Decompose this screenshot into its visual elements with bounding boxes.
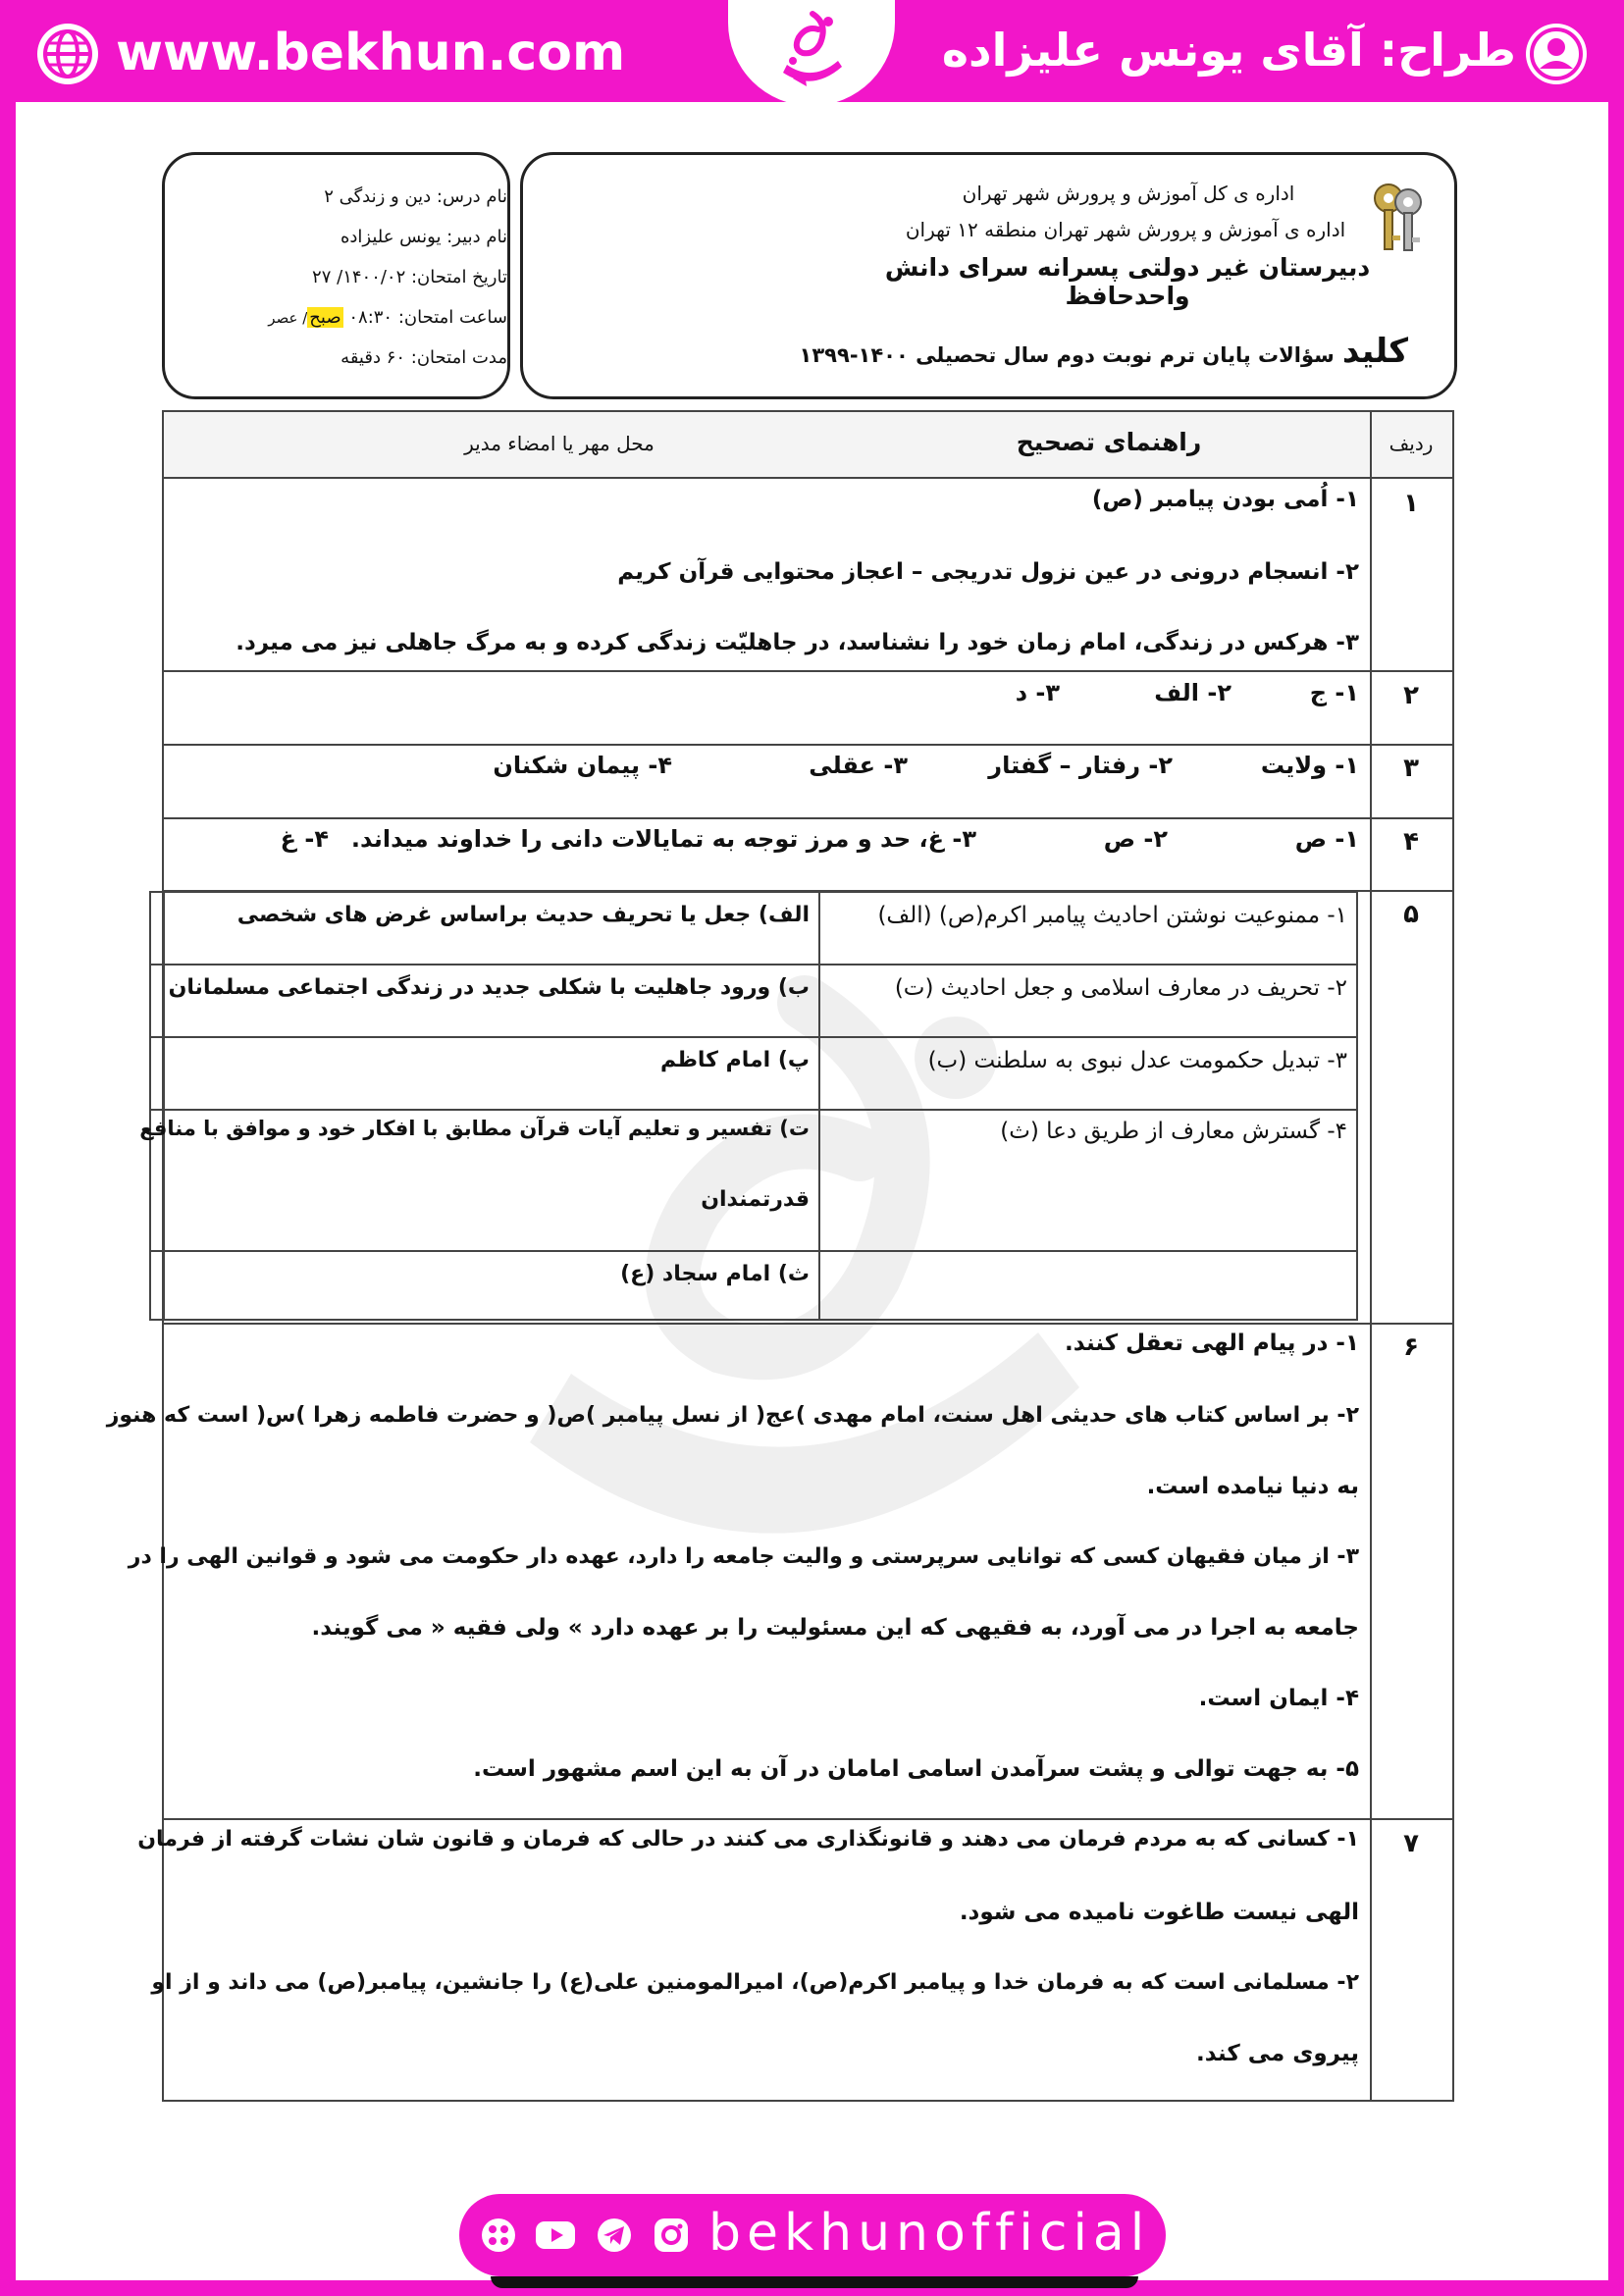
user-icon (1522, 20, 1591, 88)
q6-line-4: ۳- از میان فقیهان کسی که توانایی سرپرستی و والیت جامعه را دارد، عهده دار حکومت می شود و قوانین الهی را در (128, 1544, 1359, 1569)
org-line-1: اداره ی کل آموزش و پرورش شهر تهران (962, 182, 1295, 205)
q7-line-1: ۱- کسانی که به مردم فرمان می دهند و قانونگذاری می کنند در حالی که فرمان و قانون شان نشات گرفته از فرمان (137, 1827, 1359, 1852)
row-number-7: ۷ (1403, 1829, 1419, 1858)
answer-key-label: کلید (1341, 332, 1408, 371)
q4-answer-1: ۱- ص (1294, 825, 1359, 853)
footer-shadow (491, 2276, 1138, 2288)
q5-right-2: ۲- تحریف در معارف اسلامی و جعل احادیث (ت) (894, 975, 1347, 1001)
exam-duration-label: مدت امتحان: ۶۰ دقیقه (341, 347, 507, 368)
q6-line-2: ۲- بر اساس کتاب های حدیثی اهل سنت، امام مهدی )عج( از نسل پیامبر )ص( و حضرت فاطمه زهرا )س( است که هنوز (106, 1403, 1359, 1428)
row-number-3: ۳ (1403, 754, 1419, 783)
time-evening: / عصر (268, 309, 308, 327)
matching-row-divider (149, 964, 1358, 965)
social-handle[interactable]: bekhunofficial (708, 2204, 1151, 2263)
q1-answer-1: ۱- اُمی بودن پیامبر (ص) (1091, 487, 1359, 512)
row-number-2: ۲ (1403, 681, 1419, 710)
q5-left-2: ب) ورود جاهلیت با شکلی جدید در زندگی اجتماعی مسلمانان (168, 975, 810, 1000)
exam-title (800, 332, 1408, 371)
time-morning-highlight: صبح (309, 307, 341, 328)
row-number-5: ۵ (1403, 900, 1419, 929)
row-divider (162, 1818, 1454, 1820)
matching-col-divider (818, 891, 820, 1321)
exam-time: ساعت امتحان: ۰۸:۳۰ (348, 307, 507, 328)
q6-line-6: ۴- ایمان است. (1198, 1686, 1359, 1711)
exam-title-text: سؤالات پایان ترم نوبت دوم سال تحصیلی ۱۴۰۰-۱۳۹۹ (799, 343, 1335, 367)
matching-table (149, 891, 1358, 1321)
q1-answer-2: ۲- انسجام درونی در عین نزول تدریجی – اعجاز محتوایی قرآن کریم (617, 559, 1359, 585)
q2-answer-3: ۳- د (1015, 679, 1060, 706)
row-divider (162, 817, 1454, 819)
exam-details-box (162, 152, 510, 399)
q6-line-1: ۱- در پیام الهی تعقل کنند. (1064, 1331, 1359, 1356)
exam-date-label: تاریخ امتحان: ۱۴۰۰/۰۲/ ۲۷ (312, 267, 507, 287)
q3-answer-1: ۱- ولایت (1260, 752, 1359, 779)
q5-left-4-cont: قدرتمندان (701, 1187, 810, 1212)
header-row-num: ردیف (1388, 432, 1434, 455)
teacher-label: نام دبیر: یونس علیزاده (340, 227, 507, 247)
row-number-6: ۶ (1403, 1332, 1419, 1362)
q7-line-2: الهی نیست طاغوت نامیده می شود. (959, 1900, 1359, 1925)
q6-line-5: جامعه به اجرا در می آورد، به فقیهی که این مسئولیت را بر عهده دارد » ولی فقیه « می گویند. (311, 1615, 1359, 1641)
matching-row-divider (149, 1036, 1358, 1038)
telegram-icon[interactable] (593, 2216, 636, 2255)
q5-left-4: ت) تفسیر و تعلیم آیات قرآن مطابق با افکار خود و موافق با منافع (139, 1117, 810, 1140)
row-divider (162, 744, 1454, 746)
q5-left-5: ث) امام سجاد (ع) (620, 1262, 810, 1286)
globe-icon (33, 20, 102, 88)
q4-answer-3: ۳- غ، حد و مرز توجه به تمایالات دانی را خداوند میداند. (350, 825, 976, 853)
exam-time-label (179, 307, 507, 328)
q4-answer-2: ۲- ص (1103, 825, 1168, 853)
q7-line-4: پیروی می کند. (1195, 2041, 1359, 2066)
q5-right-4: ۴- گسترش معارف از طریق دعا (ث) (1000, 1119, 1347, 1144)
q3-answer-4: ۴- پیمان شکنان (493, 752, 672, 779)
header-guide: راهنمای تصحیح (1016, 428, 1202, 456)
q5-left-1: الف) جعل یا تحریف حدیث براساس غرض های شخصی (236, 903, 810, 927)
matching-row-divider (149, 1109, 1358, 1111)
org-line-2: اداره ی آموزش و پرورش شهر تهران منطقه ۱۲ تهران (905, 218, 1346, 241)
q3-answer-3: ۳- عقلی (809, 752, 908, 779)
q1-answer-3: ۳- هرکس در زندگی، امام زمان خود را نشناسد، در جاهلیّت زندگی کرده و به مرگ جاهلی نیز می میرد. (236, 630, 1359, 655)
q5-right-1: ۱- ممنوعیت نوشتن احادیث پیامبر اکرم(ص) (الف) (877, 903, 1347, 928)
header-divider (162, 477, 1454, 479)
q7-line-3: ۲- مسلمانی است که به فرمان خدا و پیامبر اکرم(ص)، امیرالمومنین علی(ع) را جانشین، پیامبر(ص) می داند و از او (151, 1970, 1359, 1995)
bekhun-logo (763, 4, 862, 98)
aparat-icon[interactable] (477, 2216, 520, 2255)
site-url-link[interactable]: www.bekhun.com (116, 24, 626, 82)
q6-line-3: به دنیا نیامده است. (1146, 1474, 1359, 1499)
subject-label: نام درس: دین و زندگی ۲ (324, 186, 507, 207)
q2-answer-2: ۲- الف (1154, 679, 1231, 706)
matching-row-divider (149, 1250, 1358, 1252)
school-name: دبیرستان غیر دولتی پسرانه سرای دانش واحدحافظ (884, 253, 1371, 310)
q3-answer-2: ۲- رفتار – گفتار (988, 752, 1173, 779)
q5-left-3: پ) امام کاظم (659, 1048, 810, 1072)
q5-right-3: ۳- تبدیل حکمومت عدل نبوی به سلطنت (ب) (927, 1048, 1347, 1073)
designer-name: طراح: آقای یونس علیزاده (941, 24, 1516, 77)
instagram-icon[interactable] (650, 2216, 693, 2255)
q2-answer-1: ۱- ج (1309, 679, 1359, 706)
matching-table-inner-border (163, 891, 165, 1321)
row-number-1: ۱ (1403, 489, 1419, 518)
row-number-4: ۴ (1403, 827, 1419, 857)
q4-answer-4: ۴- غ (280, 825, 329, 853)
header-stamp: محل مهر یا امضاء مدیر (464, 432, 655, 455)
row-divider (162, 670, 1454, 672)
row-divider (162, 1323, 1454, 1325)
q6-line-7: ۵- به جهت توالی و پشت سرآمدن اسامی امامان در آن به این اسم مشهور است. (473, 1756, 1359, 1782)
youtube-icon[interactable] (534, 2216, 577, 2255)
